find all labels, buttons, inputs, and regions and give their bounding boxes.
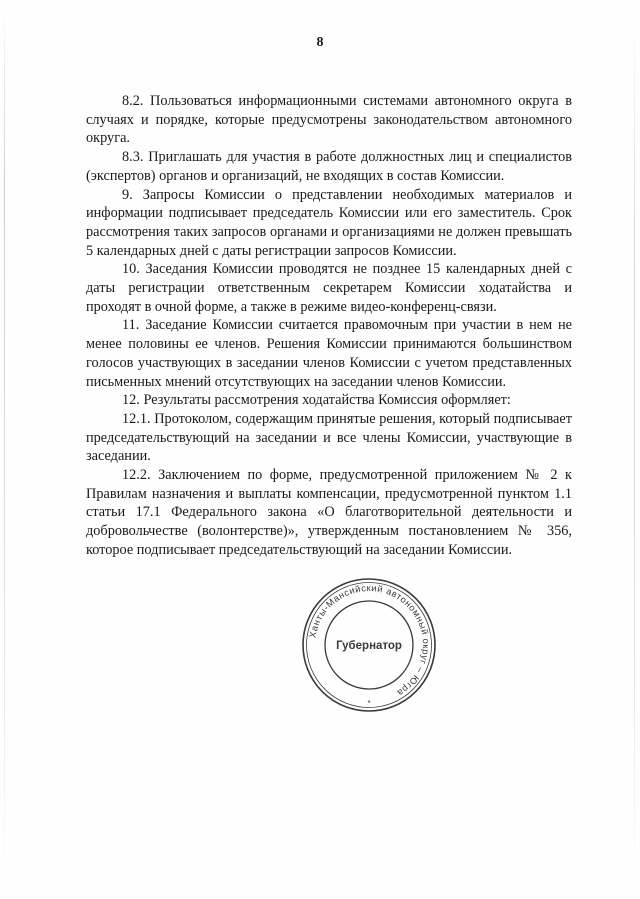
stamp-ring-text: Ханты-Мансийский автономный округ – Югра bbox=[307, 582, 432, 699]
paragraph-12-1: 12.1. Протоколом, содержащим принятые решения, который подписывает председательствующий на заседании и все члены Комиссии, участвующие в заседании. bbox=[86, 410, 572, 465]
paragraph-8-2: 8.2. Пользоваться информационными системами автономного округа в случаях и порядке, которые предусмотрены законодательством автономного округа. bbox=[86, 93, 572, 147]
paragraph-8-3: 8.3. Приглашать для участия в работе должностных лиц и специалистов (экспертов) органов и организаций, не входящих в состав Комиссии. bbox=[86, 149, 572, 184]
scan-edge-left bbox=[4, 0, 5, 899]
paragraph-11: 11. Заседание Комиссии считается правомочным при участии в нем не менее половины ее членов. Решения Комиссии принимаются большинством голосов участвующих в заседании членов Комиссии с учетом представленных письменных мнений отсутствующих на заседании членов Комиссии. bbox=[86, 317, 572, 390]
stamp-seal-graphic bbox=[300, 576, 438, 714]
scan-edge-right bbox=[634, 0, 635, 899]
official-stamp bbox=[300, 576, 438, 714]
stamp-center-text: Губернатор bbox=[336, 640, 402, 652]
document-body bbox=[86, 92, 572, 560]
paragraph-10: 10. Заседания Комиссии проводятся не позднее 15 календарных дней с даты регистрации ответственным секретарем Комиссии ходатайства и проходят в очной форме, а также в режиме видео-конференц-связи. bbox=[86, 261, 572, 315]
stamp-star-mark: * bbox=[367, 699, 371, 708]
paragraph-12: 12. Результаты рассмотрения ходатайства Комиссия оформляет: bbox=[122, 392, 511, 409]
page-number: 8 bbox=[316, 35, 324, 50]
paragraph-9: 9. Запросы Комиссии о представлении необходимых материалов и информации подписывает председатель Комиссии или его заместитель. Срок рассмотрения таких запросов органами и организациями не должен превышать 5 календарных дней с даты регистрации запросов Комиссии. bbox=[86, 186, 572, 259]
paragraph-12-2: 12.2. Заключением по форме, предусмотренной приложением № 2 к Правилам назначения и выплаты компенсации, предусмотренной пунктом 1.1 статьи 17.1 Федерального закона «О благотворительной деятельности и добровольчестве (волонтерстве)», утвержденным постановлением № 356, которое подписывает председательствующий на заседании Комиссии. bbox=[86, 467, 572, 558]
